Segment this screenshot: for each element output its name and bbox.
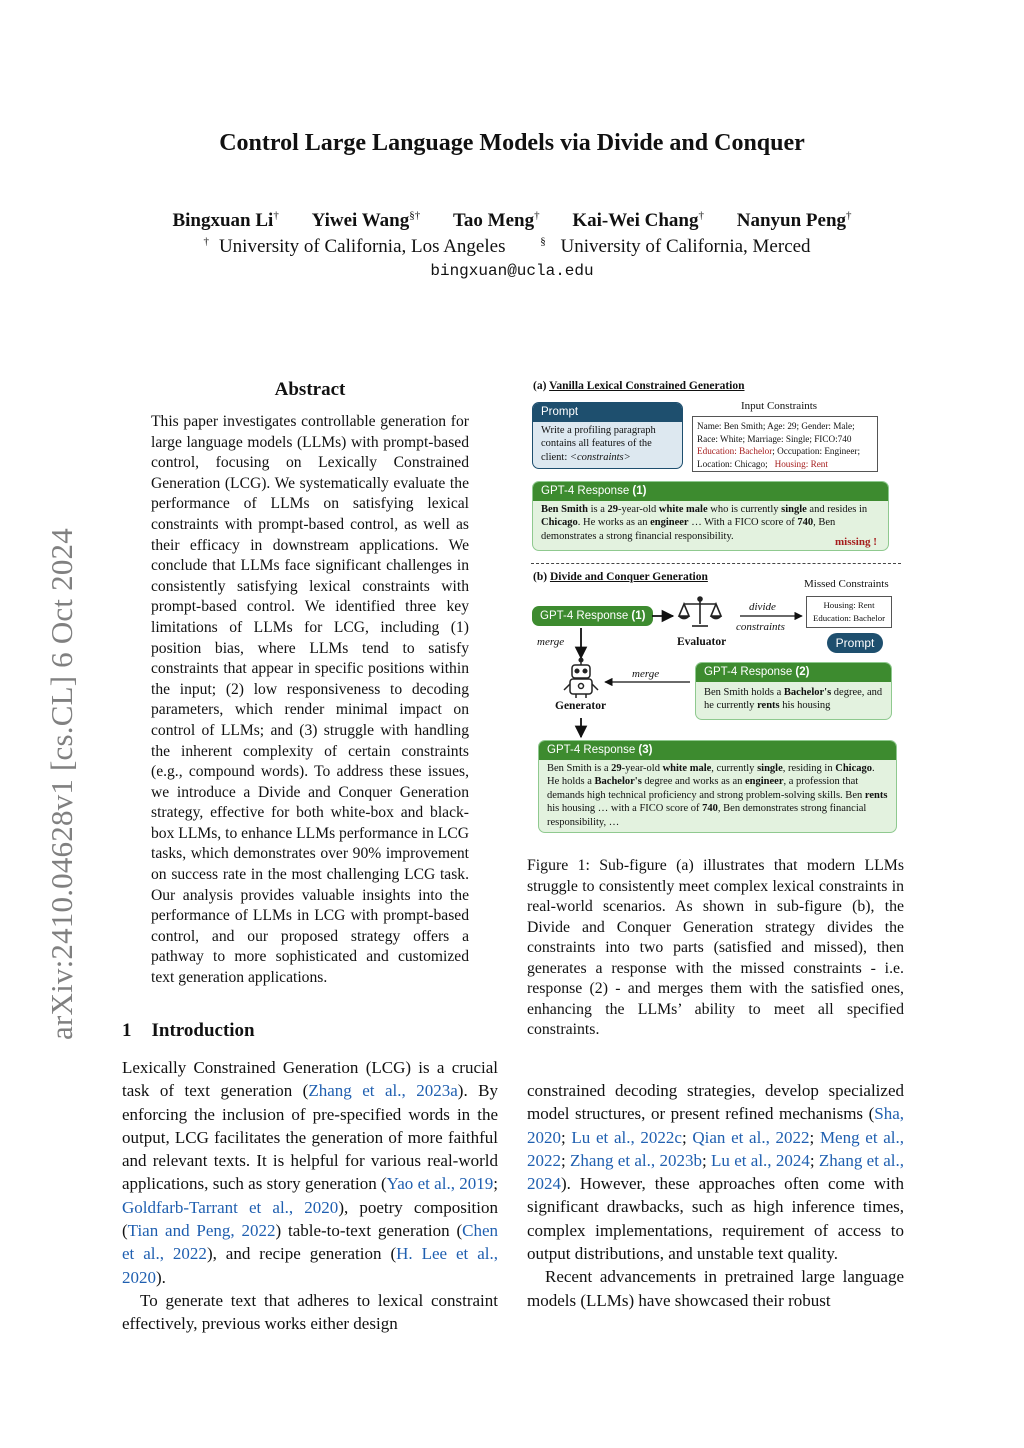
prompt-box (532, 402, 683, 469)
subfigure-b-heading: (b) Divide and Conquer Generation (533, 571, 708, 583)
citation-link[interactable]: Zhang et al., 2023a (308, 1081, 458, 1101)
gpt4-response-2-text: Ben Smith holds a Bachelor's degree, and he currently rents his housing (704, 687, 883, 712)
citation-link[interactable]: Yao et al., 2019 (386, 1174, 494, 1194)
author-1: Bingxuan Li† (172, 210, 279, 232)
evaluator-label: Evaluator (677, 636, 727, 648)
citation-link[interactable]: Chen et al., 2022 (122, 1221, 498, 1264)
robot-icon (564, 658, 598, 698)
author-list (0, 210, 1024, 232)
author-2: Yiwei Wang§† (311, 210, 421, 232)
intro-paragraph-3: constrained decoding strategies, develop specialized model structures, or present refined mechanisms (Sha, 2020; Lu et al., 2022c; Qian et al., 2022; Meng et al., 2022; Zhang et al., 2023b; Lu et al., 2024; Zhang et al., 2024). However, these approaches often come with significant drawbacks, such as high inference times, complex implementations, requirement of access to output distributions, and unstable text quality. (527, 1081, 905, 1264)
citation-link[interactable]: Lu et al., 2024 (711, 1150, 810, 1170)
intro-paragraph-2: To generate text that adheres to lexical constraint effectively, previous works either design (122, 1290, 498, 1334)
gpt4-response-2-header: GPT-4 Response (2) (696, 663, 891, 682)
prompt-box-header: Prompt (533, 403, 682, 422)
scale-icon (679, 597, 721, 626)
prompt-pill: Prompt (827, 633, 883, 653)
constraints-label: constraints (736, 621, 785, 633)
author-3: Tao Meng† (452, 210, 540, 232)
gpt4-response-3-header: GPT-4 Response (3) (539, 741, 896, 760)
section-heading-introduction (122, 1020, 255, 1042)
merge-label-1: merge (537, 636, 565, 648)
missed-constraints-box: Housing: Rent Education: Bachelor (806, 596, 892, 628)
generator-label: Generator (555, 700, 607, 712)
author-4: Kai-Wei Chang† (572, 210, 704, 232)
gpt4-response-1-node: GPT-4 Response (1) (532, 606, 653, 626)
author-email[interactable]: bingxuan@ucla.edu (430, 262, 594, 280)
merge-label-2: merge (632, 668, 660, 680)
citation-link[interactable]: Meng et al., 2022 (527, 1127, 905, 1170)
input-constraints-box: Name: Ben Smith; Age: 29; Gender: Male; Race: White; Marriage: Single; FICO:740 Education: Bachelor; Occupation: Engineer; Location: Chicago; Housing: Rent (692, 416, 878, 472)
affiliation-1: † University of California, Los Angeles (203, 236, 506, 258)
citation-link[interactable]: Tian and Peng, 2022 (127, 1221, 276, 1241)
subfigure-a-heading: (a) Vanilla Lexical Constrained Generation (533, 380, 745, 392)
gpt4-response-3-box (538, 740, 897, 833)
intro-paragraph-4: Recent advancements in pretrained large language models (LLMs) have showcased their robust (527, 1267, 904, 1310)
missed-constraints-title: Missed Constraints (804, 578, 889, 590)
citation-link[interactable]: Sha, 2020 (527, 1104, 904, 1147)
gpt4-response-2-box (695, 662, 892, 720)
citation-link[interactable]: Lu et al., 2022c (571, 1127, 682, 1147)
section-title: Introduction (151, 1020, 255, 1041)
citation-link[interactable]: Zhang et al., 2024 (527, 1150, 904, 1194)
constraint-housing: Housing: Rent (774, 458, 828, 469)
gpt4-response-1-header: GPT-4 Response (1) (533, 482, 888, 501)
citation-link[interactable]: Qian et al., 2022 (692, 1127, 810, 1147)
gpt4-response-1-text: Ben Smith is a 29-year-old white male who is currently single and resides in Chicago. He works as an engineer … With a FICO score of 740, Ben demonstrates a strong financial responsibility. (541, 504, 868, 542)
gpt4-response-3-text: Ben Smith is a 29-year-old white male, currently single, residing in Chicago. He holds a Bachelor's degree and works as an engineer, a profession that demands high technical proficiency and strong problem-solving skills. Ben rents his housing … with a FICO score of 740, Ben demonstrates strong financial responsibility, … (547, 763, 888, 828)
citation-link[interactable]: Goldfarb-Tarrant et al., 2020 (122, 1197, 339, 1217)
abstract-text: This paper investigates controllable generation for large language models (LLMs) with prompt-based control, focusing on Lexically Constrained Generation (LCG). We systematically evaluate the performance of LLMs on satisfying lexical constraints with prompt-based control, as well as their efficacy in downstream applications. We conclude that LLMs face significant challenges in consistently satisfying lexical constraints with prompt-based control. We identified three key limitations of LLMs for LCG, including (1) position bias, where LLMs tend to satisfy constraints that appear in specific positions within the input; (2) low responsiveness to decoding parameters, which render minimal impact on control of LLMs; and (3) struggle with handling the inherent complexity of certain constraints (e.g., compound words). To address these issues, we introduce a Divide and Conquer Generation strategy, effective for both white-box and black-box LLMs, to enhance LLMs performance in LCG tasks, which demonstrates over 90% improvement on success rate in the most challenging LCG task. Our analysis provides valuable insights into the performance of LLMs in LCG with prompt-based control, and our proposed strategy offers a pathway to more sophisticated and customized text generation applications. (151, 413, 469, 987)
section-number: 1 (122, 1020, 132, 1041)
citation-link[interactable]: H. Lee et al., 2020 (122, 1244, 498, 1287)
missing-label: missing ! (835, 536, 877, 548)
constraint-education: Education: Bachelor (697, 446, 773, 457)
divide-label: divide (749, 601, 776, 613)
author-5: Nanyun Peng† (736, 210, 852, 232)
prompt-box-text: Write a profiling paragraph contains all features of the client: <constraints> (541, 425, 656, 463)
arxiv-watermark: arXiv:2410.04628v1 [cs.CL] 6 Oct 2024 (44, 528, 79, 1040)
citation-link[interactable]: Zhang et al., 2023b (570, 1150, 702, 1170)
paper-title: Control Large Language Models via Divide and Conquer (219, 130, 805, 156)
intro-paragraph-1: Lexically Constrained Generation (LCG) is a crucial task of text generation (Zhang et al., 2023a). By enforcing the inclusion of pre-specified words in the output, LCG facilitates the generation of more faithful and relevant texts. It is helpful for various real-world applications, such as story generation (Yao et al., 2019; Goldfarb-Tarrant et al., 2020), poetry composition (Tian and Peng, 2022) table-to-text generation (Chen et al., 2022), and recipe generation (H. Lee et al., 2020). (122, 1058, 499, 1287)
abstract-heading: Abstract (274, 379, 346, 400)
intro-left-column (122, 1056, 498, 1336)
affiliations (0, 236, 1024, 258)
affiliation-2: § University of California, Merced (540, 236, 811, 258)
input-constraints-title: Input Constraints (741, 400, 818, 412)
figure-1-caption: Figure 1: Sub-figure (a) illustrates that modern LLMs struggle to consistently meet complex lexical constraints in real-world scenarios. As shown in sub-figure (b), the Divide and Conquer Generation strategy divides the constraints into two parts (satisfied and missed), then generates a response with the missed constraints - i.e. response (2) - and merges them with the satisfied ones, enhancing the LLMs’ ability to meet all specified constraints. (527, 857, 904, 1038)
figure-divider (531, 563, 901, 564)
intro-right-column (527, 1079, 904, 1312)
